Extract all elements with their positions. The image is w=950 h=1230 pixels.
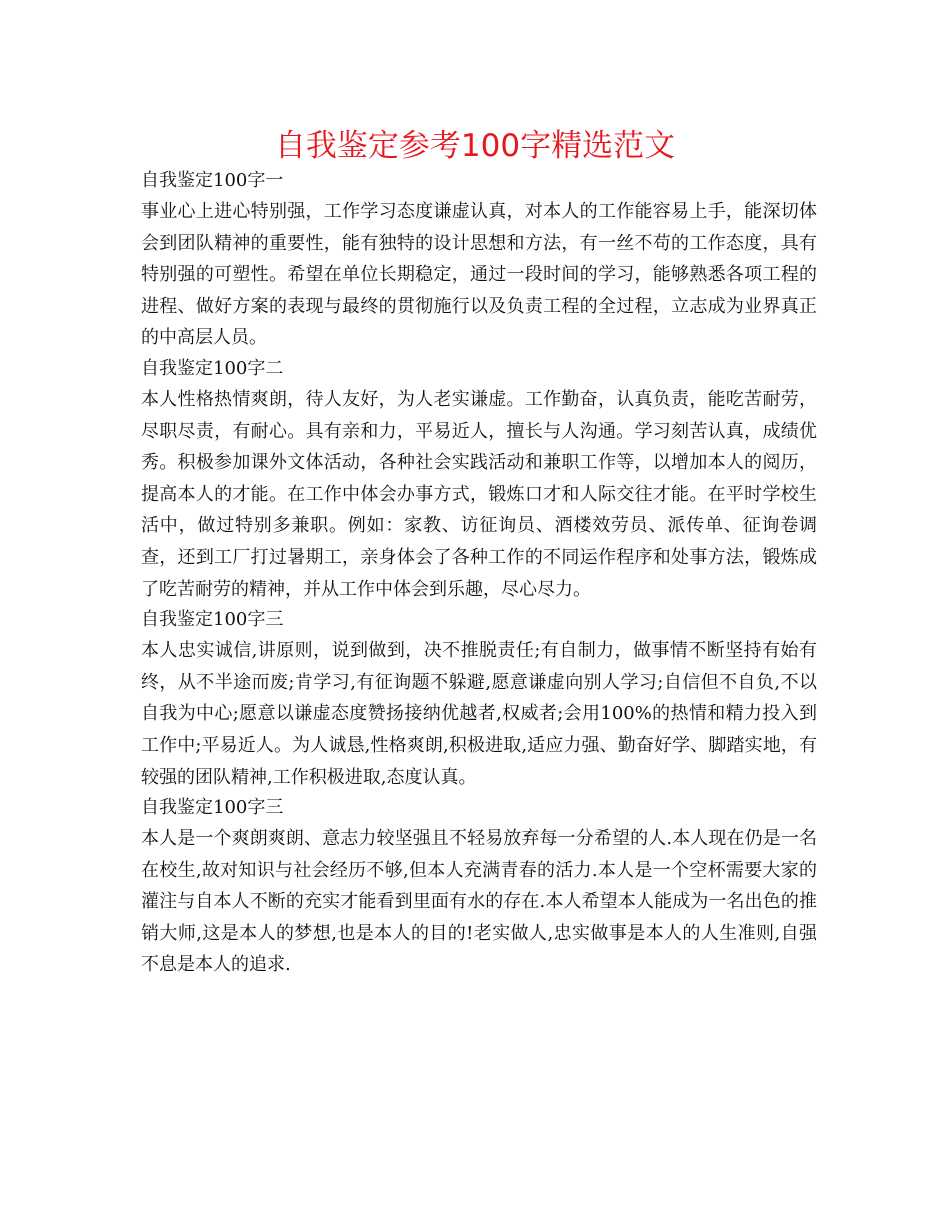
section-heading: 自我鉴定100字一 — [141, 170, 284, 191]
document-title: 自我鉴定参考100字精选范文 — [274, 128, 676, 164]
section-body: 事业心上进心特别强，工作学习态度谦虚认真，对本人的工作能容易上手，能深切体会到团队精神的重要性，能有独特的设计思想和方法，有一丝不苟的工作态度，具有特别强的可塑性。希望在单位长期稳定，通过一段时间的学习，能够熟悉各项工程的进程、做好方案的表现与最终的贯彻施行以及负责工程的全过程，立志成为业界真正的中高层人员。 — [141, 201, 817, 349]
section-2 — [141, 354, 817, 605]
section-body: 本人性格热情爽朗，待人友好，为人老实谦虚。工作勤奋，认真负责，能吃苦耐劳，尽职尽责，有耐心。具有亲和力，平易近人，擅长与人沟通。学习刻苦认真，成绩优秀。积极参加课外文体活动，各种社会实践活动和兼职工作等，以增加本人的阅历，提高本人的才能。在工作中体会办事方式，锻炼口才和人际交往才能。在平时学校生活中，做过特别多兼职。例如：家教、访征询员、酒楼效劳员、派传单、征询卷调查，还到工厂打过暑期工，亲身体会了各种工作的不同运作程序和处事方法，锻炼成了吃苦耐劳的精神，并从工作中体会到乐趣，尽心尽力。 — [141, 388, 817, 600]
document-content — [141, 166, 817, 981]
section-heading: 自我鉴定100字三 — [141, 609, 284, 631]
section-body: 本人忠实诚信,讲原则，说到做到，决不推脱责任;有自制力，做事情不断坚持有始有终，从不半途而废;肯学习,有征询题不躲避,愿意谦虚向别人学习;自信但不自负,不以自我为中心;愿意以谦虚态度赞扬接纳优越者,权威者;会用100%的热情和精力投入到工作中;平易近人。为人诚恳,性格爽朗,积极进取,适应力强、勤奋好学、脚踏实地，有较强的团队精神,工作积极进取,态度认真。 — [141, 640, 817, 788]
section-heading: 自我鉴定100字三 — [141, 797, 284, 819]
section-3 — [141, 605, 817, 793]
section-4 — [141, 793, 817, 981]
section-body: 本人是一个爽朗爽朗、意志力较坚强且不轻易放弃每一分希望的人.本人现在仍是一名在校生,故对知识与社会经历不够,但本人充满青春的活力.本人是一个空杯需要大家的灌注与自本人不断的充实才能看到里面有水的存在.本人希望本人能成为一名出色的推销大师,这是本人的梦想,也是本人的目的!老实做人,忠实做事是本人的人生准则,自强不息是本人的追求. — [141, 828, 817, 976]
section-heading: 自我鉴定100字二 — [141, 357, 284, 379]
section-1 — [141, 166, 817, 354]
